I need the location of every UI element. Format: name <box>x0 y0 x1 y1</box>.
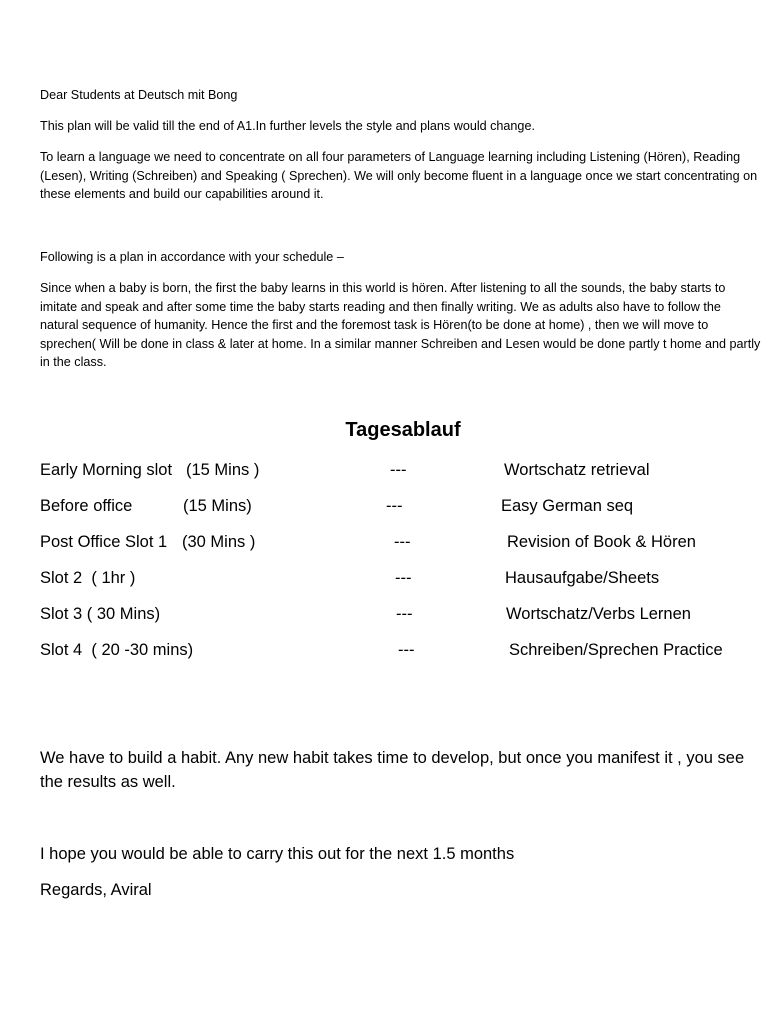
slot-name: Slot 4 ( 20 -30 mins) <box>40 641 194 659</box>
slot-separator: --- <box>386 497 403 515</box>
slot-task: Wortschatz/Verbs Lernen <box>506 605 691 623</box>
slot-task: Schreiben/Sprechen Practice <box>509 641 723 659</box>
slot-name: Slot 3 ( 30 Mins) <box>40 605 161 623</box>
salutation: Dear Students at Deutsch mit Bong <box>40 88 238 102</box>
schedule-row <box>40 530 762 554</box>
schedule-title: Tagesablauf <box>345 419 461 441</box>
slot-separator: --- <box>394 533 411 551</box>
slot-duration: (30 Mins ) <box>182 533 256 551</box>
hope-line: I hope you would be able to carry this out for the next 1.5 months <box>40 845 515 863</box>
schedule-row <box>40 566 762 590</box>
parameters-paragraph: To learn a language we need to concentrate on all four parameters of Language learning including Listening (Hören), Reading (Lesen), Writing (Schreiben) and Speaking ( Sprechen). We will only become fluent in a language once we start concentrating on these elements and build our capabilities around it. <box>40 150 758 202</box>
signoff: Regards, Aviral <box>40 881 152 899</box>
baby-analogy-paragraph: Since when a baby is born, the first the baby learns in this world is hören. After listening to all the sounds, the baby starts to imitate and speak and after some time the baby starts reading and then finally writing. We as adults also have to follow the natural sequence of humanity. Hence the first and the foremost task is Hören(to be done at home) , then we will move to sprechen( Will be done in class & later at home. In a similar manner Schreiben and Lesen would be done partly t home and partly in the class. <box>40 281 761 370</box>
schedule-row <box>40 638 762 662</box>
slot-duration: (15 Mins) <box>183 497 252 515</box>
slot-name: Early Morning slot <box>40 461 173 479</box>
habit-paragraph: We have to build a habit. Any new habit takes time to develop, but once you manifest it , you see the results as well. <box>40 749 745 791</box>
slot-name: Post Office Slot 1 <box>40 533 168 551</box>
slot-task: Revision of Book & Hören <box>507 533 696 551</box>
schedule-row <box>40 458 762 482</box>
slot-task: Easy German seq <box>501 497 634 515</box>
schedule-row <box>40 602 762 626</box>
slot-separator: --- <box>398 641 415 659</box>
validity-note: This plan will be valid till the end of A1.In further levels the style and plans would change. <box>40 119 535 133</box>
slot-task: Hausaufgabe/Sheets <box>505 569 660 587</box>
slot-name: Slot 2 ( 1hr ) <box>40 569 136 587</box>
slot-separator: --- <box>395 569 412 587</box>
slot-separator: --- <box>390 461 407 479</box>
slot-duration: (15 Mins ) <box>186 461 260 479</box>
slot-task: Wortschatz retrieval <box>504 461 650 479</box>
slot-separator: --- <box>396 605 413 623</box>
slot-name: Before office <box>40 497 133 515</box>
schedule-intro: Following is a plan in accordance with your schedule – <box>40 250 344 264</box>
schedule-row <box>40 494 762 518</box>
